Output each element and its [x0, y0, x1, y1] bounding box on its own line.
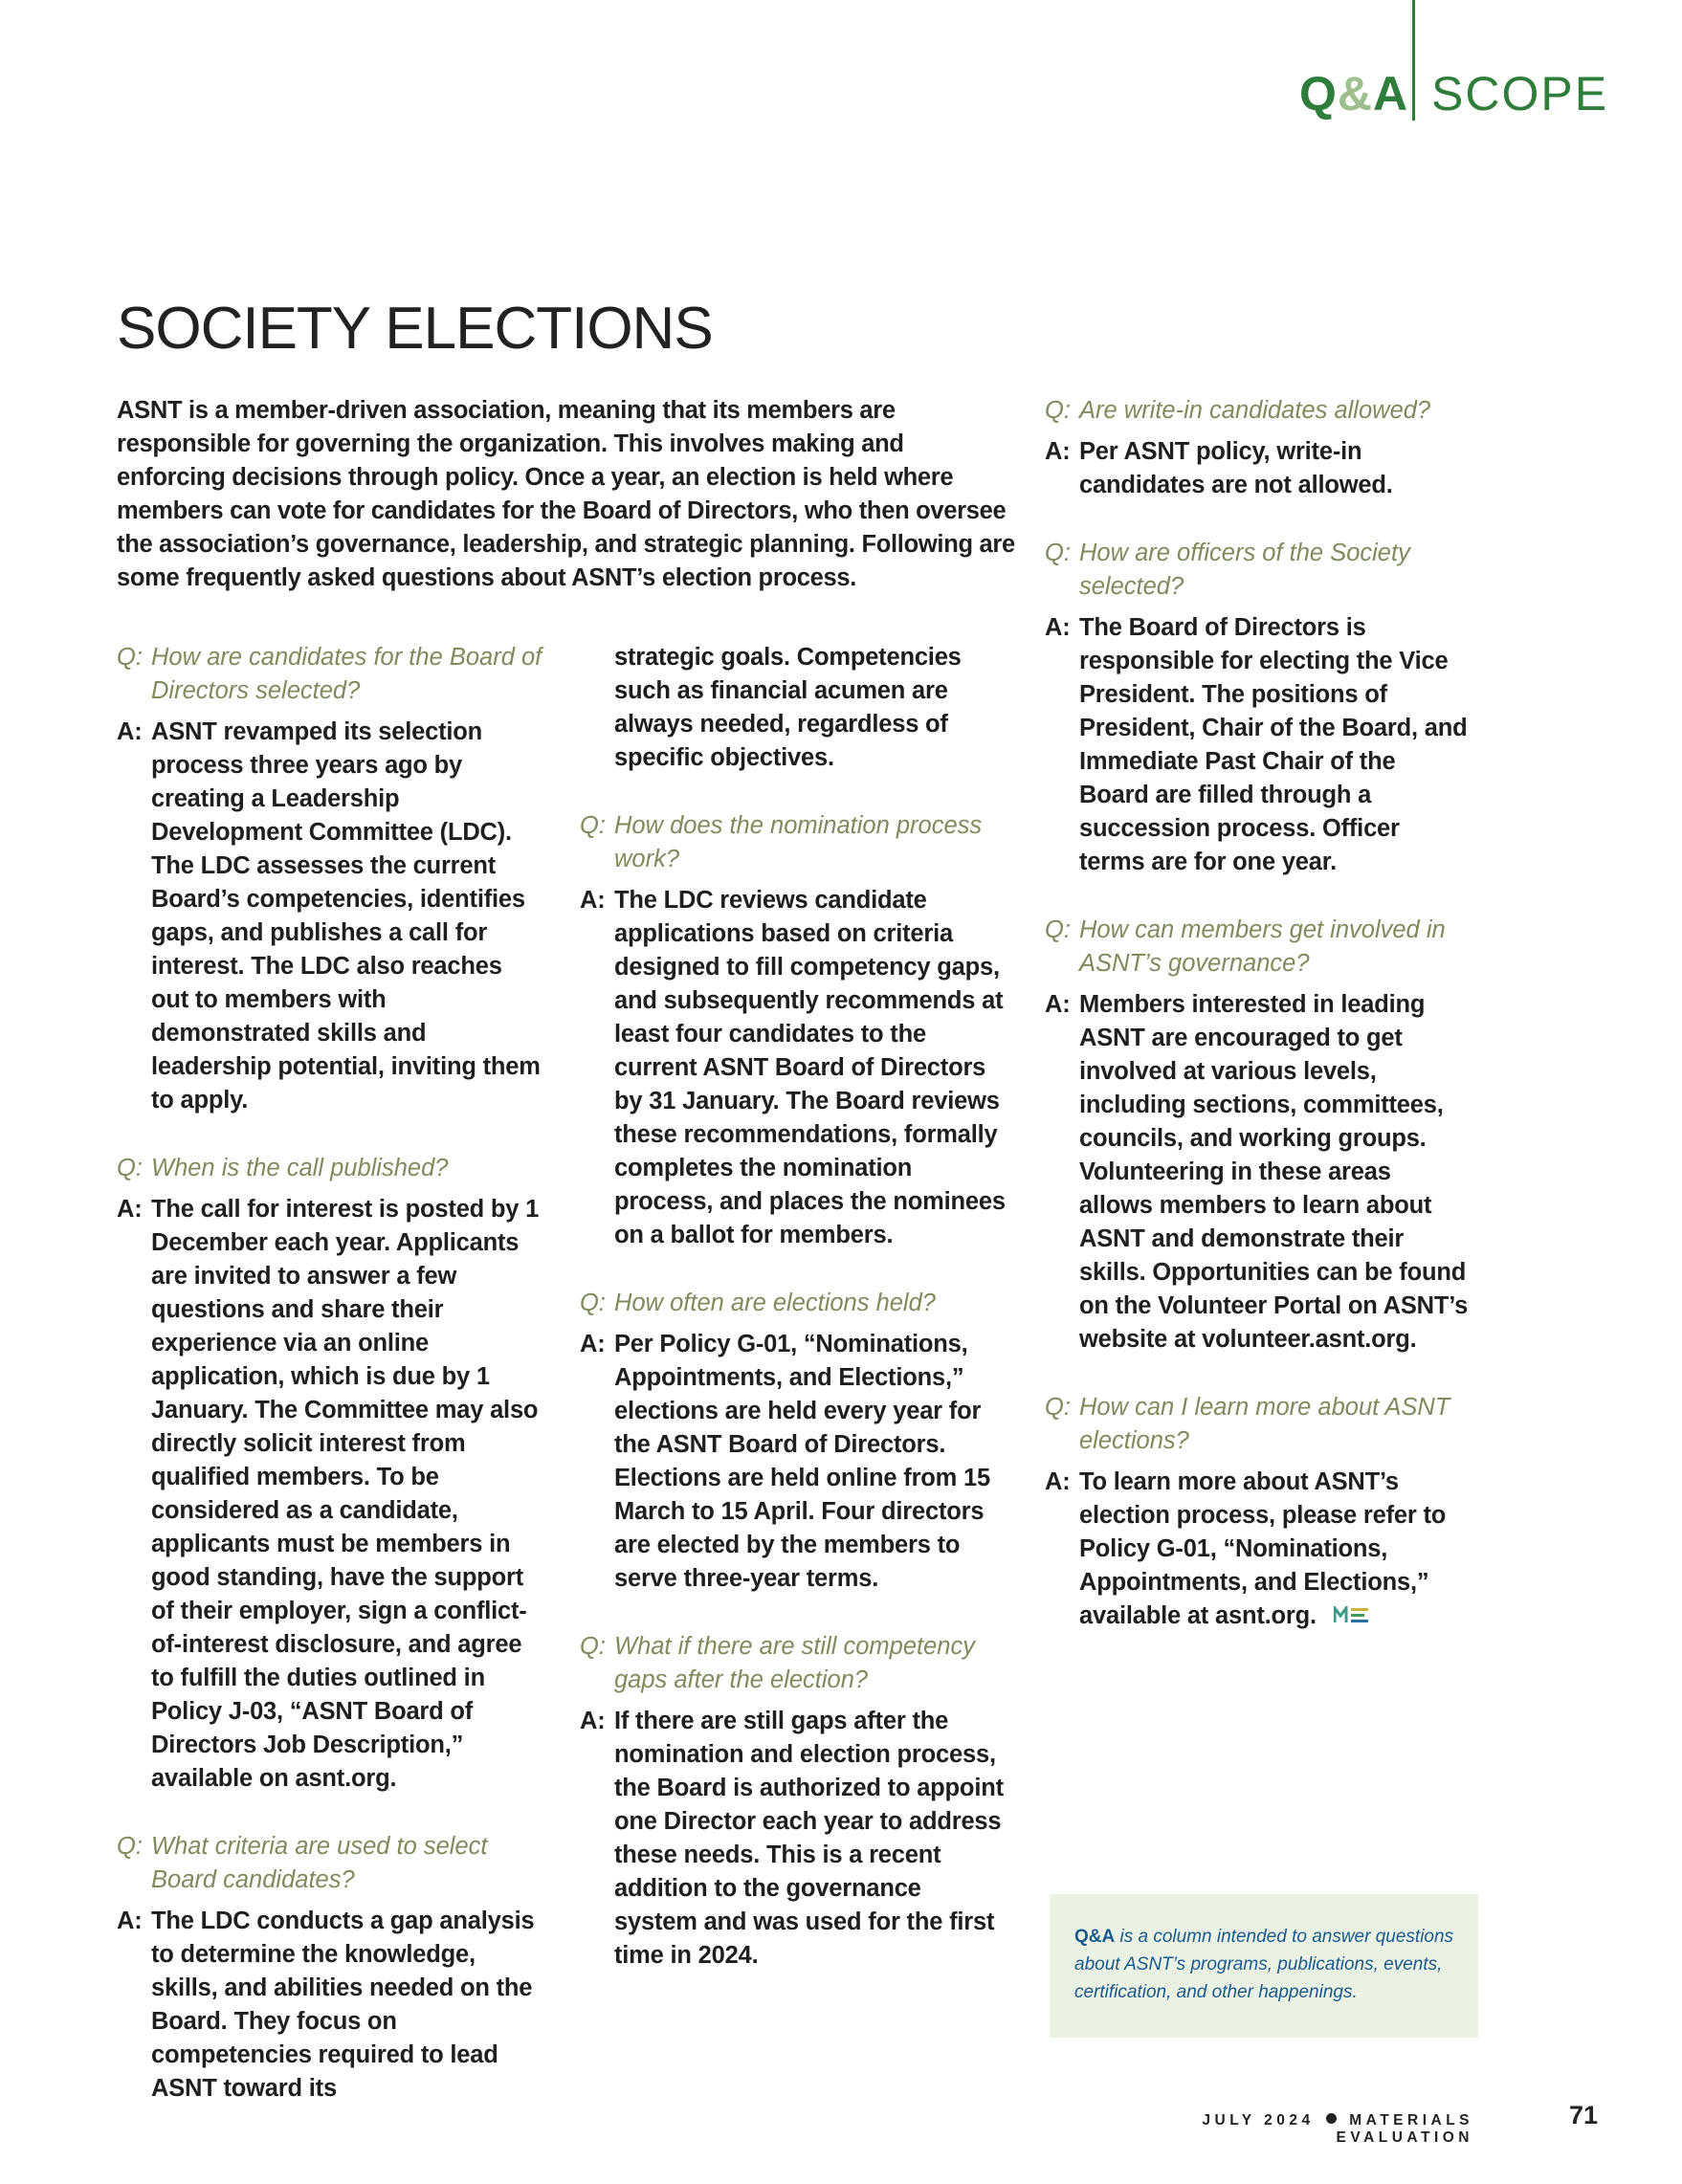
answer-prefix: A:	[580, 1331, 606, 1357]
question	[117, 1830, 542, 1897]
question	[1045, 1391, 1471, 1458]
section-label: SCOPE	[1431, 67, 1609, 121]
answer	[1045, 988, 1471, 1357]
answer	[1045, 1466, 1471, 1633]
question-text: How are candidates for the Board of Directors selected?	[151, 644, 542, 704]
qa-item	[1045, 537, 1471, 879]
question-prefix: Q:	[580, 812, 606, 839]
question-prefix: Q:	[1045, 1394, 1071, 1421]
qa-logo	[1299, 67, 1409, 121]
answer-text: The LDC reviews candidate applications based on criteria designed to fill competency gaps, and subsequently recommends at least four candidates to the current ASNT Board of Directors by 31 January. The Board reviews these recommendations, formally completes the nomination process, and places the nominees on a ballot for members.	[614, 887, 1006, 1248]
answer	[117, 1905, 542, 2106]
footer-publication: MATERIALS EVALUATION	[1336, 2112, 1473, 2146]
qa-item	[117, 1152, 542, 1796]
answer	[580, 1705, 1006, 1973]
question-prefix: Q:	[580, 1633, 606, 1660]
section-header	[1282, 0, 1609, 122]
question-prefix: Q:	[1045, 916, 1071, 943]
answer-prefix: A:	[117, 1196, 143, 1223]
answer-text: The LDC conducts a gap analysis to determine the knowledge, skills, and abilities needed on the Board. They focus on competencies required to lead ASNT toward its	[151, 1908, 535, 2102]
answer	[1045, 435, 1471, 502]
answer-prefix: A:	[580, 1708, 606, 1734]
answer-prefix: A:	[1045, 991, 1071, 1018]
answer	[1045, 611, 1471, 879]
column-3	[1045, 394, 1471, 1667]
answer-prefix: A:	[117, 1908, 143, 1934]
question	[1045, 537, 1471, 604]
qa-logo-amp: &	[1337, 67, 1374, 121]
question-text: Are write-in candidates allowed?	[1079, 397, 1431, 424]
info-box-text: is a column intended to answer questions about ASNT’s programs, publications, events, certification, and other happenings.	[1074, 1927, 1454, 2002]
question-text: What if there are still competency gaps after the election?	[614, 1633, 975, 1693]
qa-item	[1045, 914, 1471, 1357]
page-number: 71	[1569, 2101, 1599, 2129]
answer-text: The Board of Directors is responsible for electing the Vice President. The positions of President, Chair of the Board, and Immediate Past Chair of the Board are filled through a succession process. Officer terms are for one year.	[1079, 614, 1468, 875]
answer-text: ASNT revamped its selection process three years ago by creating a Leadership Development Committee (LDC). The LDC assesses the current Board’s competencies, identifies gaps, and publishes a call for interest. The LDC also reaches out to members with demonstrated skills and leadership potential, inviting them to apply.	[151, 718, 541, 1114]
info-box-lead: Q&A	[1074, 1927, 1116, 1947]
answer-text: To learn more about ASNT’s election process, please refer to Policy G-01, “Nominations, Appointments, and Elections,” available at asnt.org.	[1079, 1468, 1447, 1629]
footer-date: JULY 2024	[1202, 2112, 1315, 2129]
qa-item	[580, 1630, 1006, 1973]
answer-prefix: A:	[1045, 614, 1071, 641]
question	[1045, 914, 1471, 981]
question	[117, 1152, 542, 1185]
qa-item	[1045, 1391, 1471, 1633]
qa-item	[117, 641, 542, 1117]
column-1	[117, 641, 542, 2140]
answer	[117, 716, 542, 1117]
question-prefix: Q:	[117, 1833, 143, 1860]
answer-text: Per ASNT policy, write-in candidates are not allowed.	[1079, 438, 1393, 498]
page-footer	[1081, 2112, 1473, 2147]
question-text: How does the nomination process work?	[614, 812, 983, 872]
question	[580, 1630, 1006, 1697]
answer-continuation: strategic goals. Competencies such as financial acumen are always needed, regardless of specific objectives.	[614, 644, 962, 771]
qa-logo-a: A	[1373, 67, 1409, 121]
column-info-box	[1050, 1894, 1478, 2038]
answer-text: If there are still gaps after the nomination and election process, the Board is authorized to appoint one Director each year to address these needs. This is a recent addition to the governance system and was used for the first time in 2024.	[614, 1708, 1004, 1969]
question-text: How are officers of the Society selected?	[1079, 540, 1410, 600]
qa-logo-q: Q	[1299, 67, 1338, 121]
question	[580, 1287, 1006, 1320]
answer-prefix: A:	[580, 887, 606, 914]
answer	[580, 1328, 1006, 1596]
answer-prefix: A:	[117, 718, 143, 745]
question	[1045, 394, 1471, 428]
bullet-icon	[1326, 2113, 1337, 2124]
qa-item	[580, 809, 1006, 1252]
qa-item	[1045, 394, 1471, 502]
column-2	[580, 641, 1006, 2007]
question-prefix: Q:	[117, 644, 143, 671]
question-text: How often are elections held?	[614, 1290, 936, 1316]
question-prefix: Q:	[1045, 540, 1071, 566]
question-prefix: Q:	[580, 1290, 606, 1316]
me-logo-icon	[1334, 1606, 1370, 1623]
question-text: When is the call published?	[151, 1155, 449, 1181]
question-text: How can I learn more about ASNT elections?	[1079, 1394, 1450, 1454]
qa-item	[580, 1287, 1006, 1596]
intro-paragraph: ASNT is a member-driven association, meaning that its members are responsible for governing the organization. This involves making and enforcing decisions through policy. Once a year, an election is held where members can vote for candidates for the Board of Directors, who then oversee the association’s governance, leadership, and strategic planning. Following are some frequently asked questions about ASNT’s election process.	[117, 397, 1015, 591]
question	[580, 809, 1006, 876]
qa-item	[117, 1830, 542, 2106]
article-title: SOCIETY ELECTIONS	[117, 296, 713, 362]
answer-text: The call for interest is posted by 1 December each year. Applicants are invited to answer a few questions and share their experience via an online application, which is due by 1 January. The Committee may also directly solicit interest from qualified members. To be considered as a candidate, applicants must be members in good standing, have the support of their employer, sign a conflict-of-interest disclosure, and agree to fulfill the duties outlined in Policy J-03, “ASNT Board of Directors Job Description,” available on asnt.org.	[151, 1196, 540, 1792]
question-text: How can members get involved in ASNT’s governance?	[1079, 916, 1446, 977]
question-prefix: Q:	[117, 1155, 143, 1181]
question	[117, 641, 542, 708]
answer	[580, 884, 1006, 1252]
header-divider	[1412, 0, 1415, 121]
question-text: What criteria are used to select Board candidates?	[151, 1833, 488, 1893]
question-prefix: Q:	[1045, 397, 1071, 424]
answer-text: Per Policy G-01, “Nominations, Appointments, and Elections,” elections are held every year for the ASNT Board of Directors. Elections are held online from 15 March to 15 April. Four directors are elected by the members to serve three-year terms.	[614, 1331, 991, 1592]
answer	[117, 1193, 542, 1796]
answer-prefix: A:	[1045, 1468, 1071, 1495]
answer-prefix: A:	[1045, 438, 1071, 465]
answer-text: Members interested in leading ASNT are encouraged to get involved at various levels, including sections, committees, councils, and working groups. Volunteering in these areas allows members to learn about ASNT and demonstrate their skills. Opportunities can be found on the Volunteer Portal on ASNT’s website at volunteer.asnt.org.	[1079, 991, 1469, 1353]
